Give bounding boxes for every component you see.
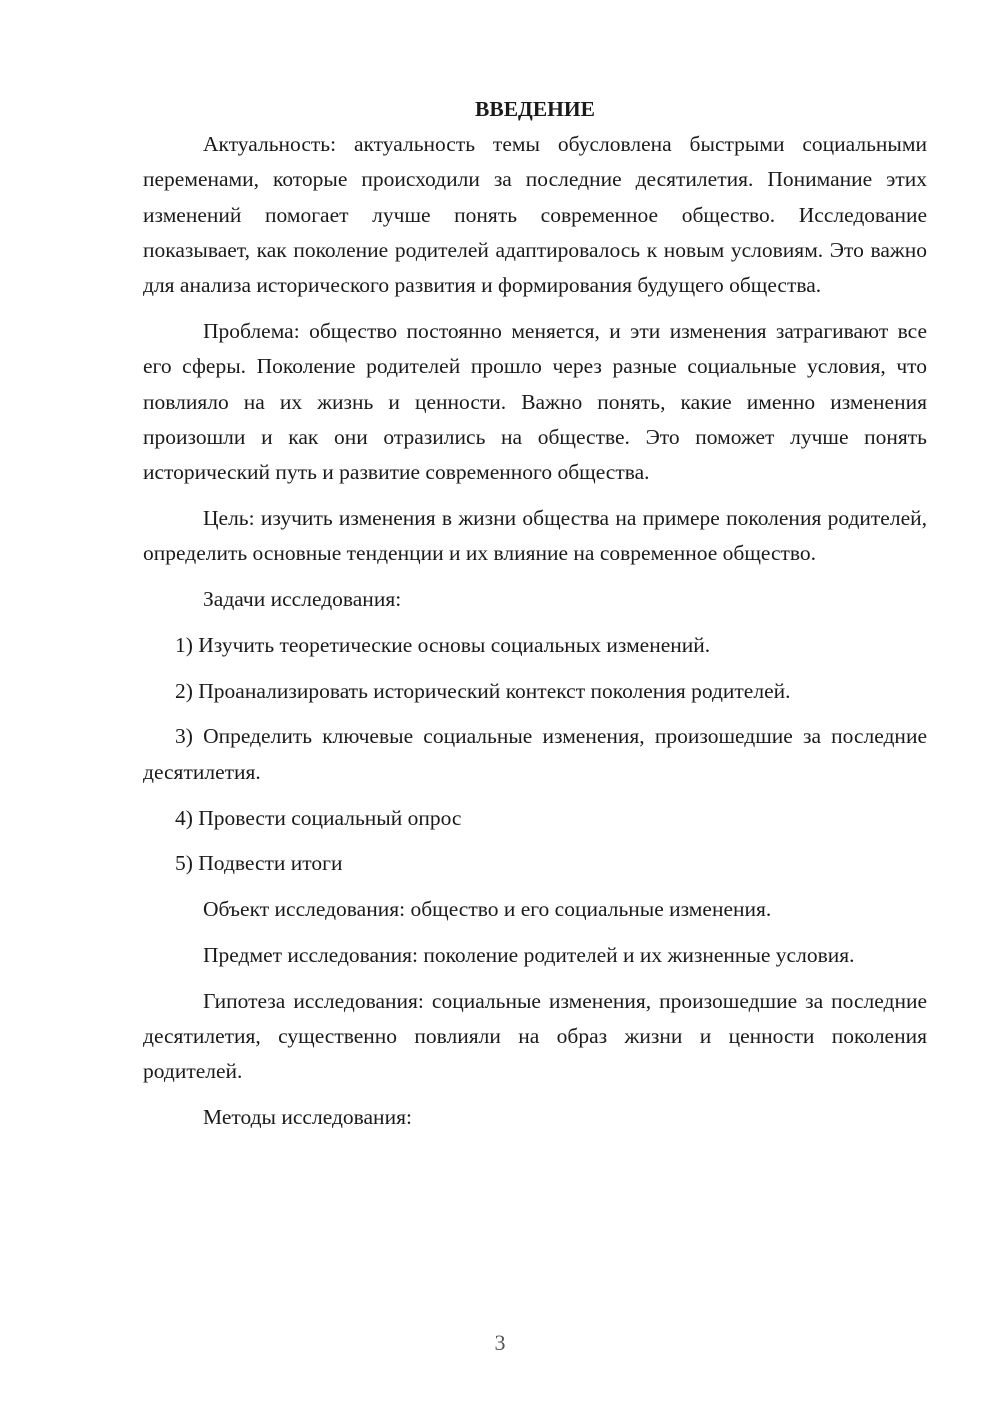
object-paragraph: Объект исследования: общество и его социальные изменения. [203, 897, 772, 922]
goal-paragraph: Цель: изучить изменения в жизни общества на примере поколения родителей, определить основные тенденции и их влияние на современное общество. [143, 505, 927, 566]
task-item-4: 4) Провести социальный опрос [175, 805, 462, 830]
task-item-1: 1) Изучить теоретические основы социальных изменений. [175, 632, 711, 657]
task-item-3: 3) Определить ключевые социальные изменения, произошедшие за последние десятилетия. [143, 724, 927, 784]
problem-paragraph: Проблема: общество постоянно меняется, и эти изменения затрагивают все его сферы. Поколение родителей прошло через разные социальные условия, что повлияло на их жизнь и ценности. Важно понять, какие именно изменения произошли и как они отразились на обществе. Это поможет лучше понять исторический путь и развитие современного общества. [143, 318, 927, 485]
methods-heading: Методы исследования: [203, 1105, 412, 1130]
task-item-5: 5) Подвести итоги [175, 851, 343, 876]
task-item-2: 2) Проанализировать исторический контекст поколения родителей. [175, 678, 791, 703]
section-title: ВВЕДЕНИЕ [475, 97, 595, 121]
page-number: 3 [494, 1330, 506, 1355]
hypothesis-paragraph: Гипотеза исследования: социальные изменения, произошедшие за последние десятилетия, существенно повлияли на образ жизни и ценности поколения родителей. [143, 988, 927, 1084]
subject-paragraph: Предмет исследования: поколение родителей и их жизненные условия. [203, 942, 855, 967]
tasks-heading: Задачи исследования: [203, 587, 402, 612]
relevance-paragraph: Актуальность: актуальность темы обусловлена быстрыми социальными переменами, которые происходили за последние десятилетия. Понимание этих изменений помогает лучше понять современное общество. Исследование показывает, как поколение родителей адаптировалось к новым условиям. Это важно для анализа исторического развития и формирования будущего общества. [143, 132, 927, 298]
document-page [143, 92, 927, 1146]
